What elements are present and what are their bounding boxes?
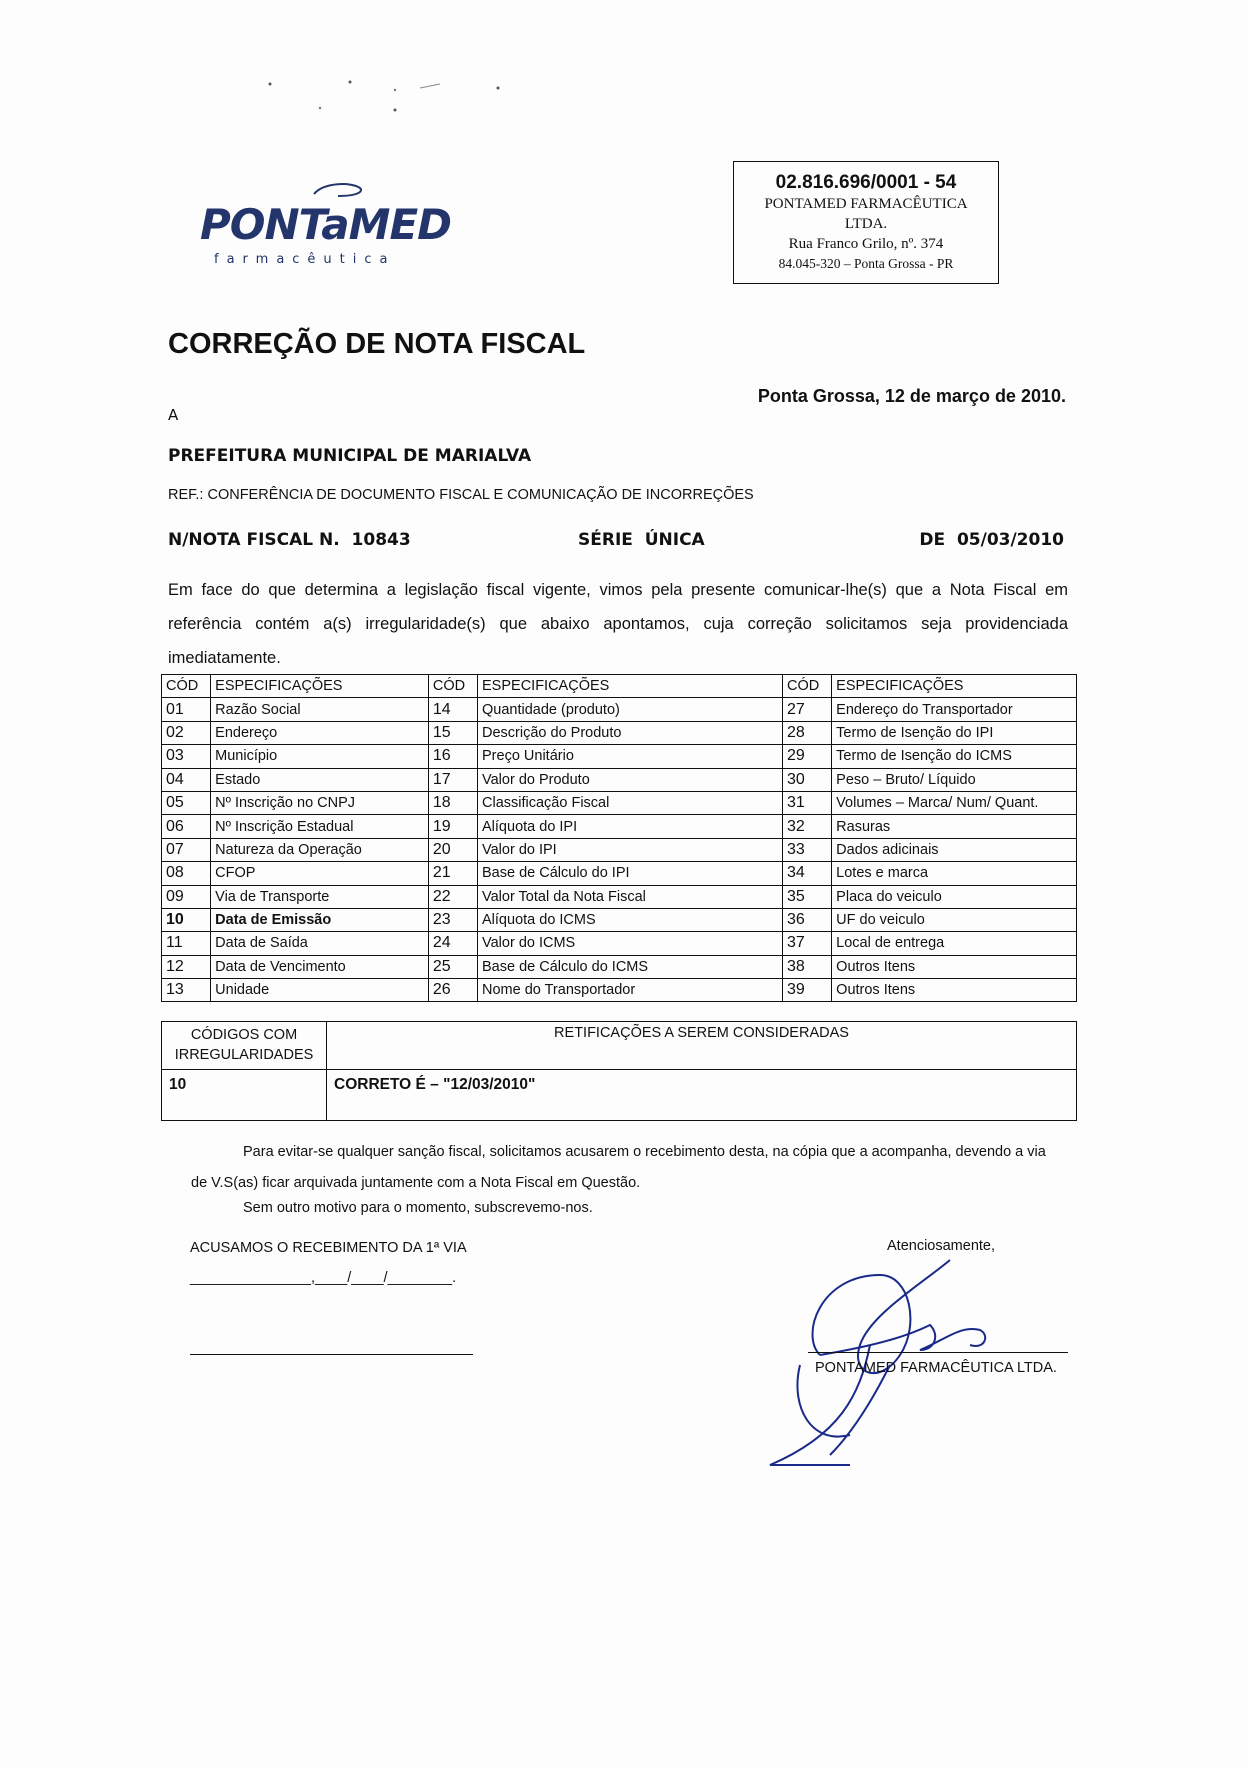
correction-code: 10 (162, 1070, 327, 1121)
spec-cell: Volumes – Marca/ Num/ Quant. (832, 791, 1077, 814)
code-cell: 10 (162, 908, 211, 931)
body-paragraph: Em face do que determina a legislação fiscal vigente, vimos pela presente comunicar-lhe(s) que a Nota Fiscal em referência contém a(s) irregularidade(s) que abaixo apontamos, cuja correção solicitamos seja providenciada imediatamente. (168, 581, 1068, 667)
code-cell: 01 (162, 698, 211, 721)
spec-cell: Rasuras (832, 815, 1077, 838)
company-name-line: PONTAMED FARMACÊUTICA (764, 196, 968, 212)
code-cell: 03 (162, 745, 211, 768)
spec-cell: Quantidade (produto) (478, 698, 783, 721)
spec-cell: Classificação Fiscal (478, 791, 783, 814)
spec-cell: Valor do Produto (478, 768, 783, 791)
code-cell: 32 (783, 815, 832, 838)
spec-cell: Valor do ICMS (478, 932, 783, 955)
code-cell: 22 (428, 885, 477, 908)
code-cell: 29 (783, 745, 832, 768)
code-cell: 26 (428, 979, 477, 1002)
spec-cell: Data de Saída (211, 932, 429, 955)
spec-cell: Placa do veiculo (832, 885, 1077, 908)
table-row (162, 838, 1077, 861)
spec-cell: Base de Cálculo do ICMS (478, 955, 783, 978)
cnpj-number: 02.816.696/0001 - 54 (775, 172, 957, 193)
spec-cell: Peso – Bruto/ Líquido (832, 768, 1077, 791)
table-row (162, 979, 1077, 1002)
code-cell: 33 (783, 838, 832, 861)
correction-text: CORRETO É – "12/03/2010" (327, 1070, 1077, 1121)
table-row (162, 745, 1077, 768)
reference-line: REF.: CONFERÊNCIA DE DOCUMENTO FISCAL E COMUNICAÇÃO DE INCORREÇÕES (168, 487, 754, 503)
spec-cell: Município (211, 745, 429, 768)
spec-cell: Outros Itens (832, 955, 1077, 978)
codes-header: CÓDIGOS COM IRREGULARIDADES (162, 1022, 327, 1070)
corrections-row (162, 1070, 1077, 1121)
header-cod: CÓD (783, 675, 832, 698)
spec-cell: Razão Social (211, 698, 429, 721)
spec-cell: Termo de Isenção do ICMS (832, 745, 1077, 768)
spec-cell: CFOP (211, 862, 429, 885)
code-cell: 11 (162, 932, 211, 955)
table-header-row (162, 675, 1077, 698)
footer-paragraph (191, 1137, 1153, 1199)
company-signature-name: PONTAMED FARMACÊUTICA LTDA. (815, 1360, 1057, 1376)
code-cell: 24 (428, 932, 477, 955)
spec-cell: Endereço (211, 721, 429, 744)
code-cell: 19 (428, 815, 477, 838)
date-line: Ponta Grossa, 12 de março de 2010. (757, 386, 1066, 406)
spec-cell: Unidade (211, 979, 429, 1002)
code-cell: 12 (162, 955, 211, 978)
spec-cell: Nº Inscrição Estadual (211, 815, 429, 838)
codes-table (161, 674, 1077, 1002)
acknowledgement-label: ACUSAMOS O RECEBIMENTO DA 1ª VIA (190, 1240, 467, 1256)
nota-date: DE 05/03/2010 (919, 530, 1064, 550)
table-row (162, 768, 1077, 791)
table-row (162, 908, 1077, 931)
corrections-table (161, 1021, 1077, 1121)
recipient-name: PREFEITURA MUNICIPAL DE MARIALVA (168, 446, 532, 466)
code-cell: 09 (162, 885, 211, 908)
code-cell: 36 (783, 908, 832, 931)
code-cell: 06 (162, 815, 211, 838)
corrections-header-row (162, 1022, 1077, 1070)
scan-specks (260, 70, 510, 120)
spec-cell: Endereço do Transportador (832, 698, 1077, 721)
company-signature-line (808, 1352, 1068, 1353)
spec-cell: Lotes e marca (832, 862, 1077, 885)
document-title: CORREÇÃO DE NOTA FISCAL (168, 328, 586, 360)
logo-wordmark: PONTaMED (200, 200, 451, 249)
logo-subtitle: farmacêutica (214, 252, 396, 267)
code-cell: 25 (428, 955, 477, 978)
table-row (162, 955, 1077, 978)
code-cell: 08 (162, 862, 211, 885)
code-cell: 05 (162, 791, 211, 814)
footer-line-2: de V.S(as) ficar arquivada juntamente com a Nota Fiscal em Questão. (191, 1175, 641, 1191)
code-cell: 28 (783, 721, 832, 744)
code-cell: 16 (428, 745, 477, 768)
spec-cell: Natureza da Operação (211, 838, 429, 861)
code-cell: 37 (783, 932, 832, 955)
address-line: Rua Franco Grilo, nº. 374 (788, 236, 944, 252)
code-cell: 23 (428, 908, 477, 931)
code-cell: 21 (428, 862, 477, 885)
spec-cell: Descrição do Produto (478, 721, 783, 744)
spec-cell: Base de Cálculo do IPI (478, 862, 783, 885)
nota-number: N/NOTA FISCAL N. 10843 (168, 530, 411, 550)
retifications-header: RETIFICAÇÕES A SEREM CONSIDERADAS (327, 1022, 1077, 1070)
code-cell: 31 (783, 791, 832, 814)
table-row (162, 932, 1077, 955)
code-cell: 15 (428, 721, 477, 744)
table-row (162, 698, 1077, 721)
nota-serie: SÉRIE ÚNICA (578, 530, 705, 550)
code-cell: 39 (783, 979, 832, 1002)
header-cod: CÓD (162, 675, 211, 698)
acknowledgement-date-field: _______________,____/____/________. (190, 1270, 457, 1286)
code-cell: 14 (428, 698, 477, 721)
header-cod: CÓD (428, 675, 477, 698)
spec-cell: Alíquota do IPI (478, 815, 783, 838)
code-cell: 13 (162, 979, 211, 1002)
recipient-prefix: A (168, 406, 179, 424)
spec-cell: Estado (211, 768, 429, 791)
code-cell: 17 (428, 768, 477, 791)
regards-label: Atenciosamente, (887, 1238, 996, 1254)
company-logo (200, 180, 470, 270)
code-cell: 38 (783, 955, 832, 978)
spec-cell: Dados adicinais (832, 838, 1077, 861)
company-suffix-line: LTDA. (844, 216, 888, 232)
table-row (162, 791, 1077, 814)
spec-cell: Termo de Isenção do IPI (832, 721, 1077, 744)
spec-cell: Data de Vencimento (211, 955, 429, 978)
code-cell: 34 (783, 862, 832, 885)
spec-cell: Data de Emissão (211, 908, 429, 931)
spec-cell: Valor Total da Nota Fiscal (478, 885, 783, 908)
receiver-signature-line (190, 1354, 473, 1355)
code-cell: 18 (428, 791, 477, 814)
spec-cell: Via de Transporte (211, 885, 429, 908)
cnpj-box (733, 161, 999, 284)
spec-cell: Outros Itens (832, 979, 1077, 1002)
spec-cell: Nº Inscrição no CNPJ (211, 791, 429, 814)
spec-cell: UF do veiculo (832, 908, 1077, 931)
code-cell: 04 (162, 768, 211, 791)
header-spec: ESPECIFICAÇÕES (211, 675, 429, 698)
code-cell: 30 (783, 768, 832, 791)
spec-cell: Preço Unitário (478, 745, 783, 768)
postal-line: 84.045-320 – Ponta Grossa - PR (778, 256, 954, 271)
spec-cell: Local de entrega (832, 932, 1077, 955)
closing-line: Sem outro motivo para o momento, subscrevemo-nos. (243, 1200, 593, 1216)
code-cell: 20 (428, 838, 477, 861)
code-cell: 27 (783, 698, 832, 721)
logo-swoosh-icon (308, 180, 368, 202)
header-spec: ESPECIFICAÇÕES (832, 675, 1077, 698)
table-row (162, 885, 1077, 908)
footer-line-1: Para evitar-se qualquer sanção fiscal, solicitamos acusarem o recebimento desta, na cópia que a acompanha, devendo a via (243, 1144, 1046, 1160)
spec-cell: Valor do IPI (478, 838, 783, 861)
code-cell: 02 (162, 721, 211, 744)
code-cell: 35 (783, 885, 832, 908)
spec-cell: Nome do Transportador (478, 979, 783, 1002)
code-cell: 07 (162, 838, 211, 861)
header-spec: ESPECIFICAÇÕES (478, 675, 783, 698)
table-row (162, 721, 1077, 744)
table-row (162, 815, 1077, 838)
spec-cell: Alíquota do ICMS (478, 908, 783, 931)
table-row (162, 862, 1077, 885)
